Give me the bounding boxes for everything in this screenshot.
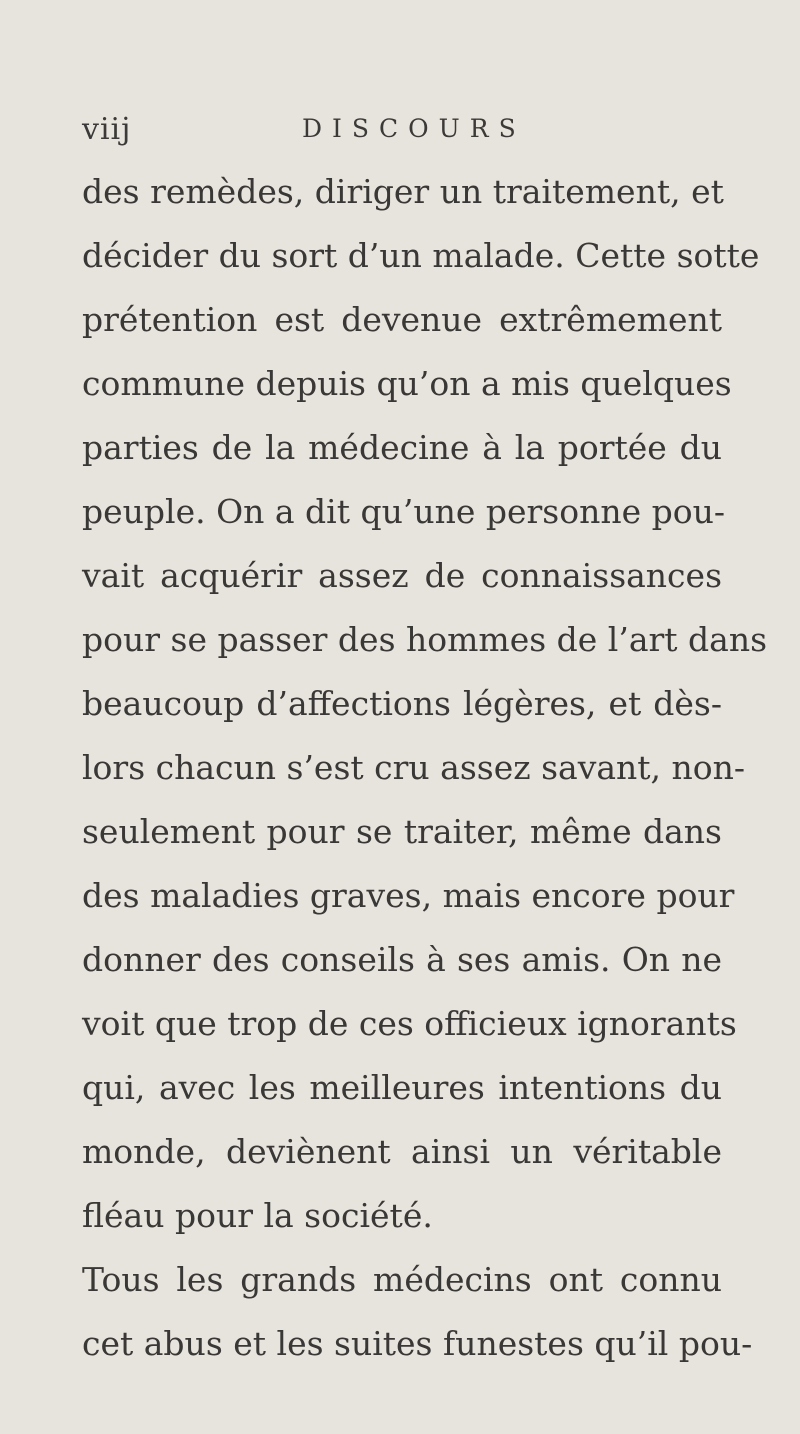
header-title: DISCOURS xyxy=(302,114,526,143)
text-line: parties de la médecine à la portée du xyxy=(82,428,722,467)
text-line: voit que trop de ces officieux ignorants xyxy=(82,1004,737,1043)
text-line: prétention est devenue extrêmement xyxy=(82,300,722,339)
text-line: beaucoup d’affections légères, et dès- xyxy=(82,684,722,723)
text-line: cet abus et les suites funestes qu’il pou- xyxy=(82,1324,753,1363)
text-line: lors chacun s’est cru assez savant, non- xyxy=(82,748,746,787)
text-line: fléau pour la société. xyxy=(82,1196,433,1235)
text-line: pour se passer des hommes de l’art dans xyxy=(82,620,768,659)
text-line: des remèdes, diriger un traitement, et xyxy=(82,172,724,211)
text-line: Tous les grands médecins ont connu xyxy=(82,1260,722,1299)
text-line: seulement pour se traiter, même dans xyxy=(82,812,722,851)
body-text xyxy=(82,160,768,1376)
text-line: commune depuis qu’on a mis quelques xyxy=(82,364,732,403)
text-line: monde, deviènent ainsi un véritable xyxy=(82,1132,722,1171)
running-head xyxy=(82,112,722,152)
text-line: peuple. On a dit qu’une personne pou- xyxy=(82,492,726,531)
text-line: des maladies graves, mais encore pour xyxy=(82,876,735,915)
text-line: décider du sort d’un malade. Cette sotte xyxy=(82,236,760,275)
page-number: viij xyxy=(82,112,132,147)
text-line: qui, avec les meilleures intentions du xyxy=(82,1068,722,1107)
text-line: donner des conseils à ses amis. On ne xyxy=(82,940,722,979)
text-line: vait acquérir assez de connaissances xyxy=(82,556,722,595)
